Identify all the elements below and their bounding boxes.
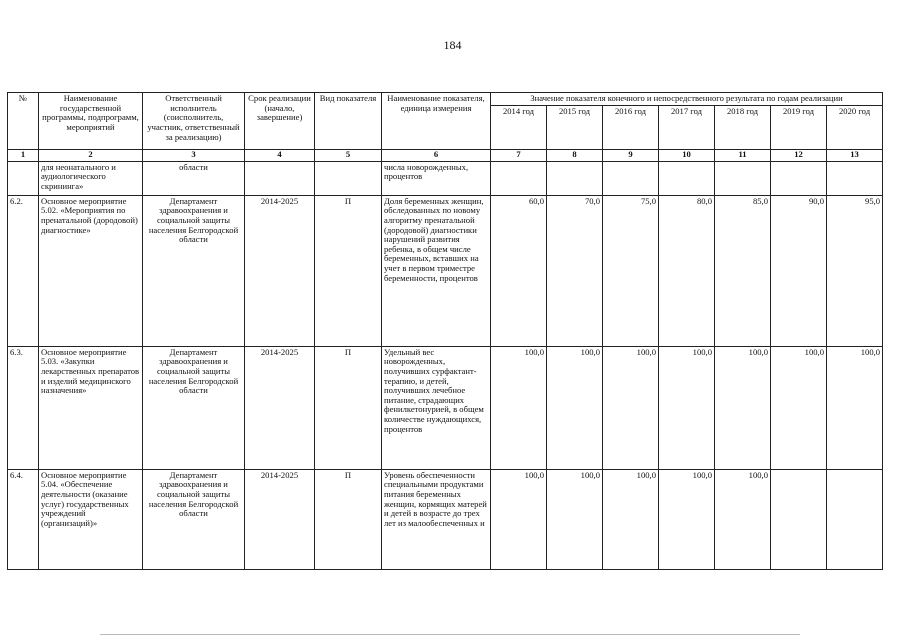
cell-name: Основное мероприятие 5.04. «Обеспечение деятельности (оказание услуг) государственных учреждений (организаций)» [39, 469, 143, 569]
cell-value [603, 161, 659, 195]
cell-no: 6.2. [8, 195, 39, 346]
column-numbers-row [8, 149, 883, 161]
cell-value: 80,0 [659, 195, 715, 346]
table-row [8, 346, 883, 469]
column-number: 11 [715, 149, 771, 161]
cell-value: 100,0 [827, 346, 883, 469]
cell-value: 100,0 [659, 346, 715, 469]
header-values: Значение показателя конечного и непосредственного результата по годам реализации [491, 93, 883, 106]
header-year: 2015 год [547, 105, 603, 149]
table-row [8, 469, 883, 569]
indicators-table [7, 92, 883, 570]
scan-edge-line [100, 634, 800, 637]
cell-name: Основное мероприятие 5.02. «Мероприятия по пренатальной (дородовой) диагностике» [39, 195, 143, 346]
cell-executor: Департамент здравоохранения и социальной защиты населения Белгородской области [143, 195, 245, 346]
column-number: 13 [827, 149, 883, 161]
header-executor: Ответственный исполнитель (соисполнитель, участник, ответственный за реализацию) [143, 93, 245, 150]
cell-value: 100,0 [491, 346, 547, 469]
cell-term: 2014-2025 [245, 469, 315, 569]
cell-value [715, 161, 771, 195]
cell-indicator: Удельный вес новорожденных, получивших сурфактант-терапию, и детей, получивших лечебное питание, страдающих фенилкетонурией, в общем количестве нуждающихся, процентов [382, 346, 491, 469]
cell-value: 60,0 [491, 195, 547, 346]
cell-value: 90,0 [771, 195, 827, 346]
header-type: Вид показателя [315, 93, 382, 150]
header-indicator: Наименование показателя, единица измерения [382, 93, 491, 150]
cell-value [491, 161, 547, 195]
column-number: 12 [771, 149, 827, 161]
cell-no [8, 161, 39, 195]
cell-value: 95,0 [827, 195, 883, 346]
header-year: 2020 год [827, 105, 883, 149]
cell-value [827, 161, 883, 195]
column-number: 2 [39, 149, 143, 161]
header-year: 2018 год [715, 105, 771, 149]
cell-name: для неонатального и аудиологического скрининга» [39, 161, 143, 195]
cell-value: 70,0 [547, 195, 603, 346]
header-year: 2016 год [603, 105, 659, 149]
cell-value: 100,0 [771, 346, 827, 469]
cell-name: Основное мероприятие 5.03. «Закупки лекарственных препаратов и изделий медицинского назначения» [39, 346, 143, 469]
cell-term: 2014-2025 [245, 195, 315, 346]
cell-executor: Департамент здравоохранения и социальной защиты населения Белгородской области [143, 469, 245, 569]
cell-value [659, 161, 715, 195]
header-row [8, 93, 883, 106]
cell-value [771, 161, 827, 195]
cell-value: 100,0 [547, 469, 603, 569]
column-number: 5 [315, 149, 382, 161]
cell-value: 75,0 [603, 195, 659, 346]
cell-value: 100,0 [715, 346, 771, 469]
continuation-row [8, 161, 883, 195]
page-number: 184 [443, 38, 462, 52]
header-no: № [8, 93, 39, 150]
cell-type: П [315, 469, 382, 569]
cell-indicator: Доля беременных женщин, обследованных по новому алгоритму пренатальной (дородовой) диагностики нарушений развития ребенка, в общем числе беременных, вставших на учет в первом триместре беременности, процентов [382, 195, 491, 346]
cell-value: 100,0 [491, 469, 547, 569]
cell-value: 100,0 [715, 469, 771, 569]
cell-value: 100,0 [603, 346, 659, 469]
column-number: 10 [659, 149, 715, 161]
cell-type: П [315, 346, 382, 469]
header-year: 2019 год [771, 105, 827, 149]
cell-value [827, 469, 883, 569]
column-number: 9 [603, 149, 659, 161]
cell-no: 6.3. [8, 346, 39, 469]
header-name: Наименование государственной программы, подпрограмм, мероприятий [39, 93, 143, 150]
column-number: 1 [8, 149, 39, 161]
header-term: Срок реализации (начало, завершение) [245, 93, 315, 150]
cell-type [315, 161, 382, 195]
header-year: 2014 год [491, 105, 547, 149]
cell-term [245, 161, 315, 195]
cell-value: 85,0 [715, 195, 771, 346]
cell-value: 100,0 [659, 469, 715, 569]
cell-indicator: Уровень обеспеченности специальными продуктами питания беременных женщин, кормящих матерей и детей в возрасте до трех лет из малообеспеченных и [382, 469, 491, 569]
cell-type: П [315, 195, 382, 346]
header-year: 2017 год [659, 105, 715, 149]
column-number: 3 [143, 149, 245, 161]
cell-term: 2014-2025 [245, 346, 315, 469]
cell-executor: области [143, 161, 245, 195]
column-number: 4 [245, 149, 315, 161]
column-number: 6 [382, 149, 491, 161]
cell-no: 6.4. [8, 469, 39, 569]
cell-executor: Департамент здравоохранения и социальной защиты населения Белгородской области [143, 346, 245, 469]
column-number: 7 [491, 149, 547, 161]
cell-value [771, 469, 827, 569]
column-number: 8 [547, 149, 603, 161]
cell-value: 100,0 [547, 346, 603, 469]
table-row [8, 195, 883, 346]
cell-indicator: числа новорожденных, процентов [382, 161, 491, 195]
cell-value: 100,0 [603, 469, 659, 569]
cell-value [547, 161, 603, 195]
